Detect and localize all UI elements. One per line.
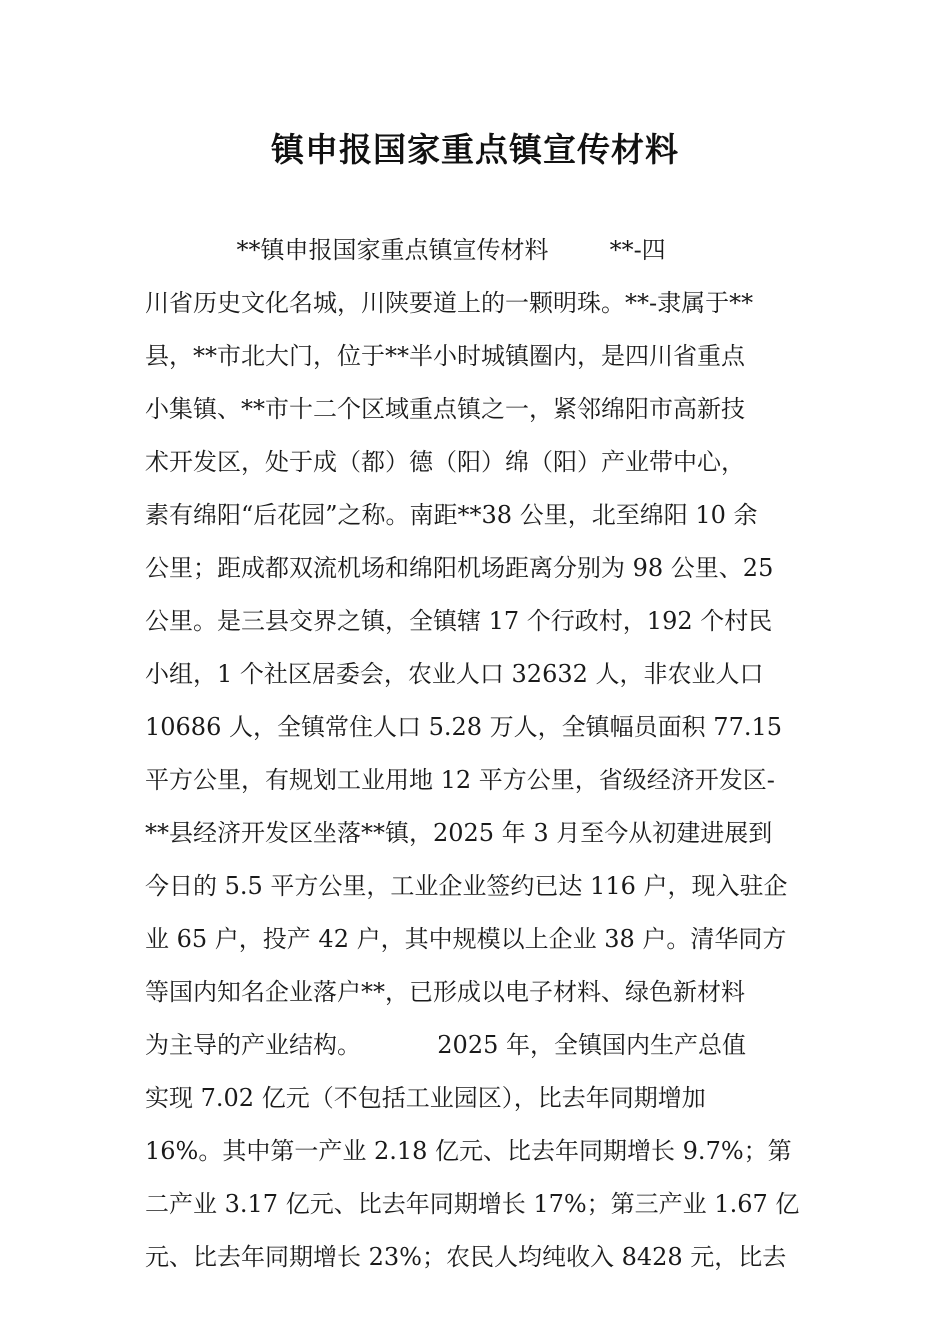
body-line: 县，**市北大门，位于**半小时城镇圈内，是四川省重点 <box>145 342 745 370</box>
body-line: **镇申报国家重点镇宣传材料 **-四 <box>145 236 666 264</box>
body-line: 小组，1 个社区居委会，农业人口 32632 人，非农业人口 <box>145 660 764 688</box>
body-line: 公里。是三县交界之镇，全镇辖 17 个行政村，192 个村民 <box>145 607 773 635</box>
body-line: 业 65 户，投产 42 户，其中规模以上企业 38 户。清华同方 <box>145 925 787 953</box>
body-line: 今日的 5.5 平方公里，工业企业签约已达 116 户，现入驻企 <box>145 872 788 900</box>
body-line: 平方公里，有规划工业用地 12 平方公里，省级经济开发区- <box>145 766 775 794</box>
body-line: 术开发区，处于成（都）德（阳）绵（阳）产业带中心， <box>145 448 745 476</box>
document-title: 镇申报国家重点镇宣传材料 <box>271 130 679 169</box>
document-body <box>145 224 810 1284</box>
body-line: 小集镇、**市十二个区域重点镇之一，紧邻绵阳市高新技 <box>145 395 745 423</box>
body-line: 公里；距成都双流机场和绵阳机场距离分别为 98 公里、25 <box>145 554 774 582</box>
body-line: 实现 7.02 亿元（不包括工业园区），比去年同期增加 <box>145 1084 706 1112</box>
body-line: 等国内知名企业落户**，已形成以电子材料、绿色新材料 <box>145 978 745 1006</box>
body-line: **县经济开发区坐落**镇，2025 年 3 月至今从初建进展到 <box>145 819 773 847</box>
body-line: 元、比去年同期增长 23%；农民人均纯收入 8428 元，比去 <box>145 1243 787 1271</box>
body-line: 二产业 3.17 亿元、比去年同期增长 17%；第三产业 1.67 亿 <box>145 1190 800 1218</box>
body-line: 10686 人，全镇常住人口 5.28 万人，全镇幅员面积 77.15 <box>145 713 783 741</box>
body-line: 为主导的产业结构。 2025 年，全镇国内生产总值 <box>145 1031 746 1059</box>
body-line: 16%。其中第一产业 2.18 亿元、比去年同期增长 9.7%；第 <box>145 1137 792 1165</box>
body-line: 川省历史文化名城，川陕要道上的一颗明珠。**-隶属于** <box>145 289 754 317</box>
body-line: 素有绵阳“后花园”之称。南距**38 公里，北至绵阳 10 余 <box>145 501 758 529</box>
